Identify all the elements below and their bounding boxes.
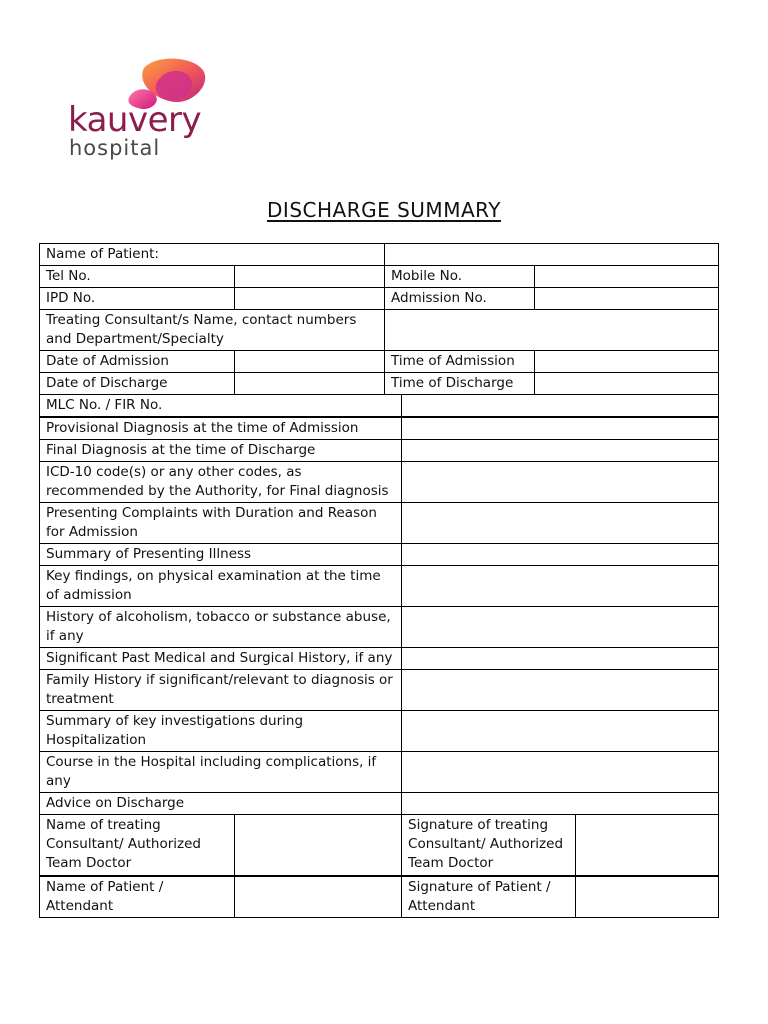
patient-attendant-signature-field[interactable] [576,876,719,918]
clinical-row [40,503,719,544]
treating-consultant-label: Treating Consultant/s Name, contact numbers and Department/Specialty [40,310,385,351]
tel-no-label: Tel No. [40,266,235,288]
time-of-admission-label: Time of Admission [385,351,535,373]
tel-no-field[interactable] [235,266,385,288]
clinical-row-label: Presenting Complaints with Duration and Reason for Admission [40,503,402,544]
time-of-admission-field[interactable] [535,351,719,373]
clinical-row-field[interactable] [402,440,719,462]
page-title: DISCHARGE SUMMARY [267,198,501,222]
clinical-row-label: Significant Past Medical and Surgical History, if any [40,648,402,670]
clinical-row-field[interactable] [402,417,719,440]
clinical-row [40,711,719,752]
clinical-row-label: Course in the Hospital including complications, if any [40,752,402,793]
clinical-row [40,793,719,815]
admission-no-label: Admission No. [385,288,535,310]
logo-brand-text: kauvery [68,100,202,140]
date-of-admission-field[interactable] [235,351,385,373]
clinical-row-label: Family History if significant/relevant to diagnosis or treatment [40,670,402,711]
kauvery-logo [66,58,211,162]
clinical-row-label: Advice on Discharge [40,793,402,815]
clinical-row-field[interactable] [402,752,719,793]
consultant-signature-label: Signature of treating Consultant/ Authorized Team Doctor [402,815,576,876]
date-of-discharge-field[interactable] [235,373,385,395]
clinical-row-field[interactable] [402,670,719,711]
clinical-summary-table [39,394,719,918]
treating-consultant-field[interactable] [385,310,719,351]
clinical-row-field[interactable] [402,544,719,566]
date-of-discharge-label: Date of Discharge [40,373,235,395]
clinical-row [40,440,719,462]
clinical-row-label: History of alcoholism, tobacco or substance abuse, if any [40,607,402,648]
clinical-row [40,607,719,648]
clinical-row-field[interactable] [402,648,719,670]
clinical-row [40,417,719,440]
ipd-no-label: IPD No. [40,288,235,310]
clinical-row [40,752,719,793]
patient-attendant-signature-label: Signature of Patient / Attendant [402,876,576,918]
time-of-discharge-label: Time of Discharge [385,373,535,395]
consultant-name-field[interactable] [235,815,402,876]
clinical-row-field[interactable] [402,462,719,503]
time-of-discharge-field[interactable] [535,373,719,395]
patient-attendant-name-field[interactable] [235,876,402,918]
clinical-row-label: Summary of key investigations during Hospitalization [40,711,402,752]
date-of-admission-label: Date of Admission [40,351,235,373]
clinical-row-field[interactable] [402,711,719,752]
clinical-row-field[interactable] [402,395,719,418]
name-of-patient-field[interactable] [385,244,719,266]
clinical-row [40,395,719,418]
consultant-signature-field[interactable] [576,815,719,876]
clinical-row-field[interactable] [402,566,719,607]
clinical-row-field[interactable] [402,607,719,648]
clinical-row [40,544,719,566]
patient-attendant-name-label: Name of Patient / Attendant [40,876,235,918]
patient-info-table [39,243,719,395]
consultant-name-label: Name of treating Consultant/ Authorized Team Doctor [40,815,235,876]
clinical-row-label: Summary of Presenting Illness [40,544,402,566]
clinical-row-label: Provisional Diagnosis at the time of Admission [40,417,402,440]
clinical-row-field[interactable] [402,503,719,544]
clinical-row-label: MLC No. / FIR No. [40,395,402,418]
clinical-row [40,648,719,670]
ipd-no-field[interactable] [235,288,385,310]
clinical-row-field[interactable] [402,793,719,815]
name-of-patient-label: Name of Patient: [40,244,385,266]
clinical-row-label: ICD-10 code(s) or any other codes, as recommended by the Authority, for Final diagnosis [40,462,402,503]
mobile-no-label: Mobile No. [385,266,535,288]
logo-sub-text: hospital [69,136,161,160]
clinical-row [40,462,719,503]
mobile-no-field[interactable] [535,266,719,288]
clinical-row [40,566,719,607]
admission-no-field[interactable] [535,288,719,310]
clinical-row [40,670,719,711]
clinical-row-label: Final Diagnosis at the time of Discharge [40,440,402,462]
clinical-row-label: Key findings, on physical examination at the time of admission [40,566,402,607]
